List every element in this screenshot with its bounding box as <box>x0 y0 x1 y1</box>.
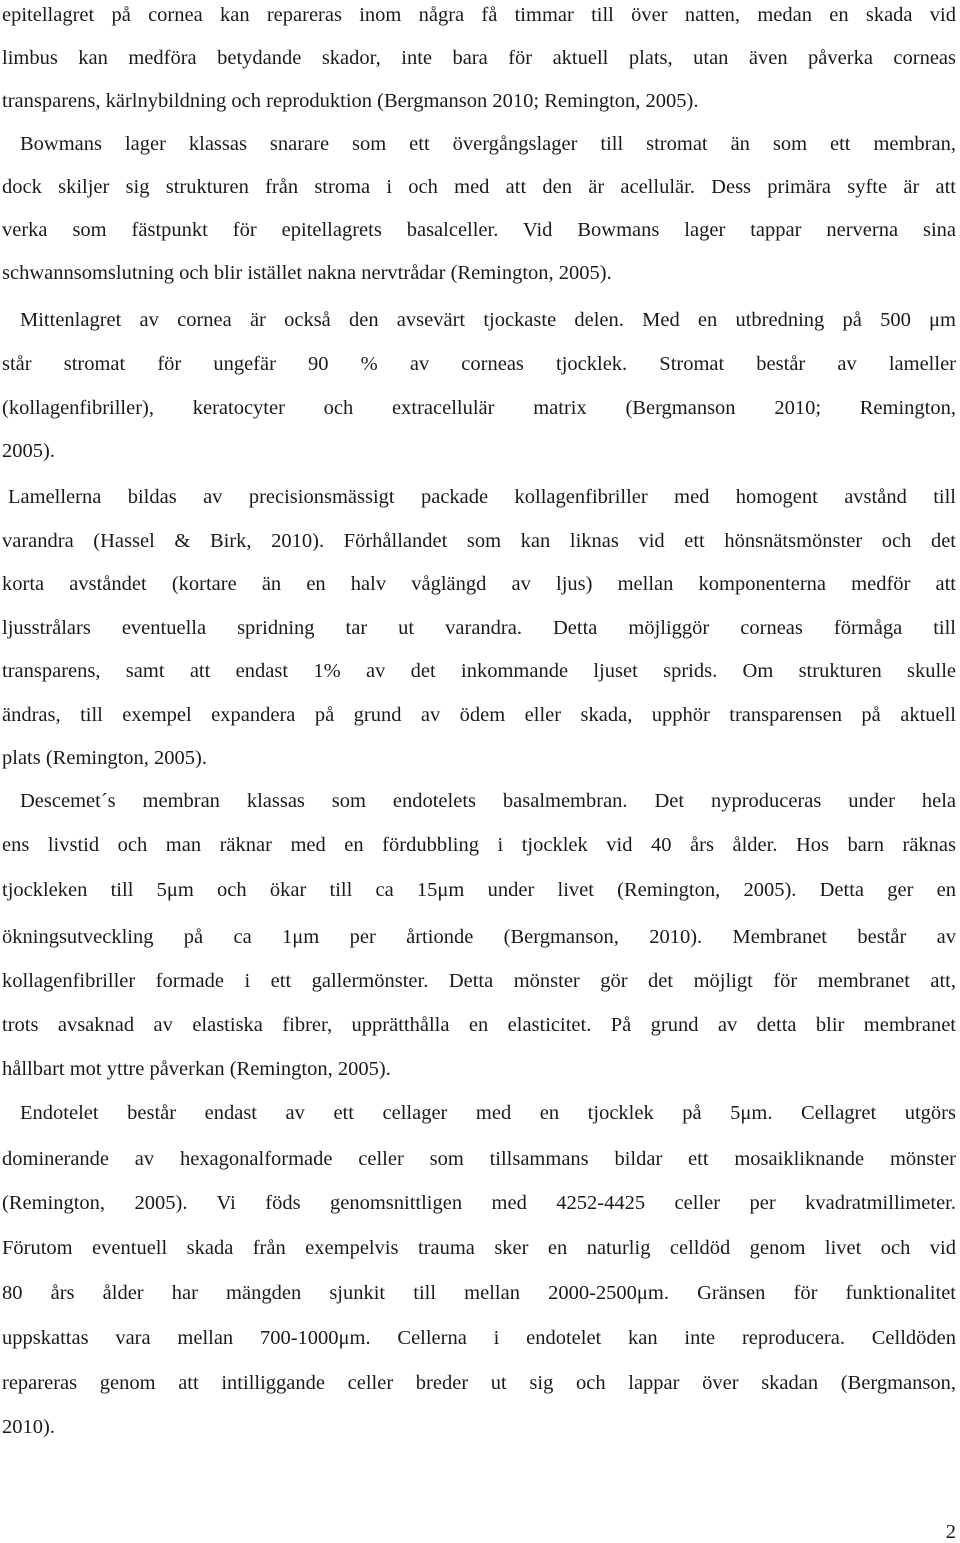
text-line: verka som fästpunkt för epitellagrets basalceller. Vid Bowmans lager tappar nerverna sina <box>2 219 956 241</box>
text-line: uppskattas vara mellan 700-1000μm. Cellerna i endotelet kan inte reproducera. Celldöden <box>2 1327 956 1349</box>
text-line: tjockleken till 5μm och ökar till ca 15μm under livet (Remington, 2005). Detta ger en <box>2 879 956 901</box>
text-line: dominerande av hexagonalformade celler som tillsammans bildar ett mosaikliknande mönster <box>2 1148 956 1170</box>
text-line: 2005). <box>2 440 55 462</box>
text-line: varandra (Hassel & Birk, 2010). Förhållandet som kan liknas vid ett hönsnätsmönster och det <box>2 530 956 552</box>
text-line: Endotelet består endast av ett cellager med en tjocklek på 5μm. Cellagret utgörs <box>20 1102 956 1124</box>
text-line: ens livstid och man räknar med en fördubbling i tjocklek vid 40 års ålder. Hos barn räknas <box>2 834 956 856</box>
text-line: 2010). <box>2 1416 55 1438</box>
text-line: dock skiljer sig strukturen från stroma i och med att den är acellulär. Dess primära syfte är att <box>2 176 956 198</box>
text-line: står stromat för ungefär 90 % av corneas tjocklek. Stromat består av lameller <box>2 353 956 375</box>
text-line: 80 års ålder har mängden sjunkit till mellan 2000-2500μm. Gränsen för funktionalitet <box>2 1282 956 1304</box>
text-line: Förutom eventuell skada från exempelvis trauma sker en naturlig celldöd genom livet och vid <box>2 1237 956 1259</box>
text-line: (Remington, 2005). Vi föds genomsnittligen med 4252-4425 celler per kvadratmillimeter. <box>2 1192 956 1214</box>
text-line: transparens, samt att endast 1% av det inkommande ljuset sprids. Om strukturen skulle <box>2 660 956 682</box>
text-line: hållbart mot yttre påverkan (Remington, 2005). <box>2 1058 391 1080</box>
text-line: ökningsutveckling på ca 1μm per årtionde (Bergmanson, 2010). Membranet består av <box>2 926 956 948</box>
text-line: Descemet´s membran klassas som endotelets basalmembran. Det nyproduceras under hela <box>20 790 956 812</box>
text-line: Mittenlagret av cornea är också den avsevärt tjockaste delen. Med en utbredning på 500 μm <box>20 309 956 331</box>
text-line: epitellagret på cornea kan repareras inom några få timmar till över natten, medan en skada vid <box>2 4 956 26</box>
text-line: repareras genom att intilliggande celler breder ut sig och lappar över skadan (Bergmanson, <box>2 1372 956 1394</box>
text-line: ändras, till exempel expandera på grund av ödem eller skada, upphör transparensen på aktuell <box>2 704 956 726</box>
text-line: transparens, kärlnybildning och reproduktion (Bergmanson 2010; Remington, 2005). <box>2 90 699 112</box>
text-line: limbus kan medföra betydande skador, inte bara för aktuell plats, utan även påverka corneas <box>2 47 956 69</box>
text-line: Bowmans lager klassas snarare som ett övergångslager till stromat än som ett membran, <box>20 133 956 155</box>
text-line: kollagenfibriller formade i ett gallermönster. Detta mönster gör det möjligt för membranet att, <box>2 970 956 992</box>
text-line: schwannsomslutning och blir istället nakna nervtrådar (Remington, 2005). <box>2 262 612 284</box>
text-line: Lamellerna bildas av precisionsmässigt packade kollagenfibriller med homogent avstånd till <box>8 486 956 508</box>
text-line: plats (Remington, 2005). <box>2 747 207 769</box>
text-line: korta avståndet (kortare än en halv våglängd av ljus) mellan komponenterna medför att <box>2 573 956 595</box>
text-line: (kollagenfibriller), keratocyter och extracellulär matrix (Bergmanson 2010; Remington, <box>2 397 956 419</box>
page-number: 2 <box>945 1521 956 1543</box>
text-line: trots avsaknad av elastiska fibrer, upprätthålla en elasticitet. På grund av detta blir membranet <box>2 1014 956 1036</box>
text-line: ljusstrålars eventuella spridning tar ut varandra. Detta möjliggör corneas förmåga till <box>2 617 956 639</box>
